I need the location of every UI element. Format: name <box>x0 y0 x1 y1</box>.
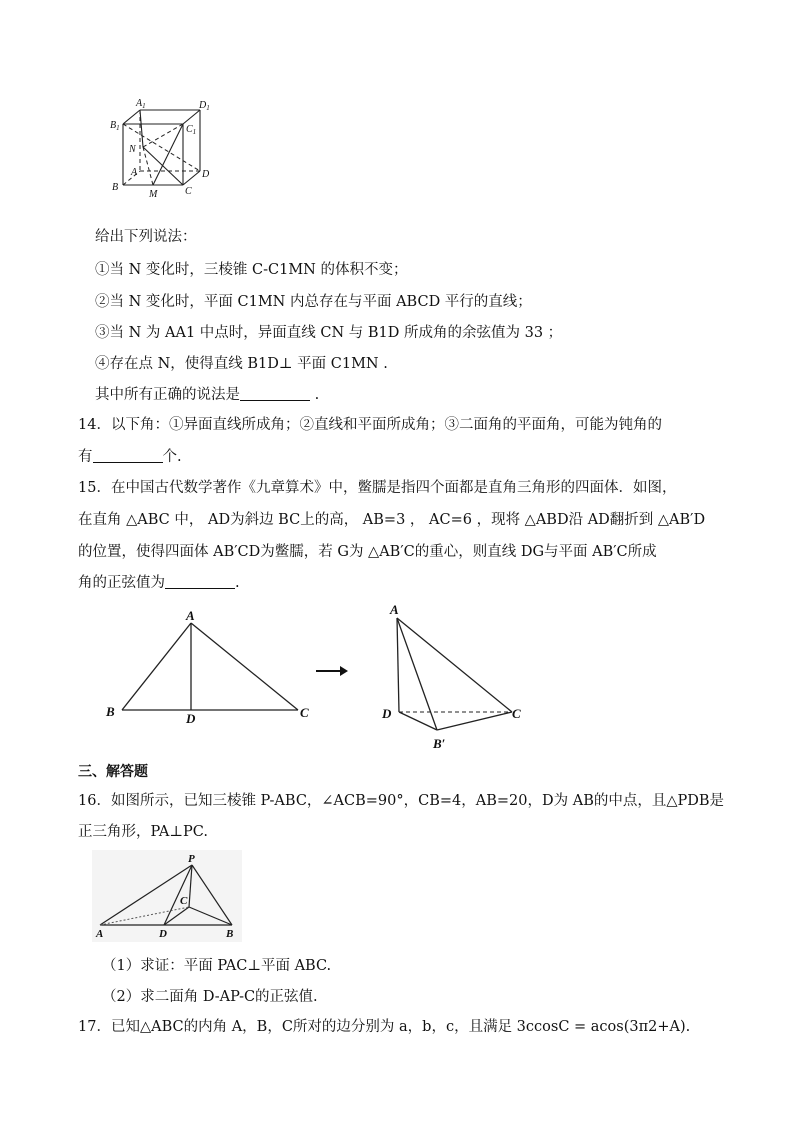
cube-label-d: D <box>202 169 210 180</box>
q15-line-4 <box>78 573 240 593</box>
q15-line-2: 在直角 △ABC 中， AD为斜边 BC上的高， AB=3 ， AC=6 ，现将 △ABD沿 AD翻折到 △AB′D <box>78 512 706 528</box>
q13-end-text: . <box>310 387 320 403</box>
triangle-figure <box>100 605 320 725</box>
q16-line-2: 正三角形，PA⊥PC. <box>78 824 208 840</box>
section-heading: 三、解答题 <box>78 764 148 780</box>
cube-label-c1: $C_1$ <box>186 124 197 136</box>
q13-statement-3: ③当 N 为 AA1 中点时，异面直线 CN 与 B1D 所成角的余弦值为 33 ； <box>95 325 563 341</box>
q14-line-1: 14．以下角：①异面直线所成角；②直线和平面所成角；③二面角的平面角，可能为钝角的 <box>78 417 662 433</box>
cube-label-b1: $B_1$ <box>110 120 120 132</box>
q15-text-a: 角的正弦值为 <box>78 575 165 591</box>
cube-label-c: C <box>185 186 192 197</box>
triangle-label-b: B <box>106 704 115 719</box>
cube-label-a1: $A_1$ <box>136 98 146 110</box>
pyramid-label-c: C <box>180 895 188 907</box>
triangle-label-a: A <box>186 608 195 623</box>
q15-line-3: 的位置，使得四面体 AB′CD为鳖臑，若 G为 △AB′C的重心，则直线 DG与平面 AB′C所成 <box>78 544 657 560</box>
q15-line-1: 15．在中国古代数学著作《九章算术》中，鳖臑是指四个面都是直角三角形的四面体．如图， <box>78 480 677 496</box>
q16-subquestion-2: （2）求二面角 D-AP-C的正弦值. <box>102 989 318 1005</box>
arrow-right-icon <box>314 664 350 678</box>
q14-line-2 <box>78 447 182 467</box>
q14-answer-blank[interactable] <box>93 448 163 463</box>
q16-line-1: 16．如图所示，已知三棱锥 P-ABC，∠ACB=90°，CB=4，AB=20，D为 AB的中点，且△PDB是 <box>78 793 725 809</box>
cube-figure <box>105 95 220 205</box>
q13-statement-2: ②当 N 变化时，平面 C1MN 内总存在与平面 ABCD 平行的直线； <box>95 294 532 310</box>
q13-statement-1: ①当 N 变化时，三棱锥 C-C1MN 的体积不变； <box>95 262 408 278</box>
q13-statement-4: ④存在点 N，使得直线 B1D⊥ 平面 C1MN . <box>95 356 388 372</box>
triangle-label-d: D <box>186 711 196 725</box>
q16-subquestion-1: （1）求证：平面 PAC⊥平面 ABC. <box>102 958 332 974</box>
q17-line-1: 17．已知△ABC的内角 A，B，C所对的边分别为 a，b，c，且满足 3ccosC = acos(3π2+A). <box>78 1019 691 1035</box>
triangle-label-c: C <box>300 705 309 720</box>
q14-text-a: 有 <box>78 449 93 465</box>
pyramid-label-a: A <box>96 928 104 940</box>
cube-label-m: M <box>149 189 158 200</box>
q13-intro: 给出下列说法： <box>95 229 197 245</box>
cube-label-d1: $D_1$ <box>199 100 210 112</box>
pyramid-label-b: B <box>226 928 234 940</box>
tetrahedron-figure <box>378 598 533 753</box>
tetra-label-c: C <box>512 706 521 721</box>
tetra-label-d: D <box>382 706 392 721</box>
q15-text-b: . <box>235 575 240 591</box>
pyramid-label-d: D <box>159 928 167 940</box>
q13-question <box>95 385 319 405</box>
tetra-label-a: A <box>390 602 399 617</box>
cube-label-a: A <box>131 167 138 178</box>
q13-ask-text: 其中所有正确的说法是 <box>95 387 240 403</box>
pyramid-figure <box>92 850 242 942</box>
q15-answer-blank[interactable] <box>165 574 235 589</box>
pyramid-label-p: P <box>188 853 195 865</box>
cube-label-b: B <box>112 182 119 193</box>
q13-answer-blank[interactable] <box>240 386 310 401</box>
cube-label-n: N <box>129 144 136 155</box>
q14-text-b: 个. <box>162 449 182 465</box>
tetra-label-b-prime: B′ <box>433 736 446 751</box>
